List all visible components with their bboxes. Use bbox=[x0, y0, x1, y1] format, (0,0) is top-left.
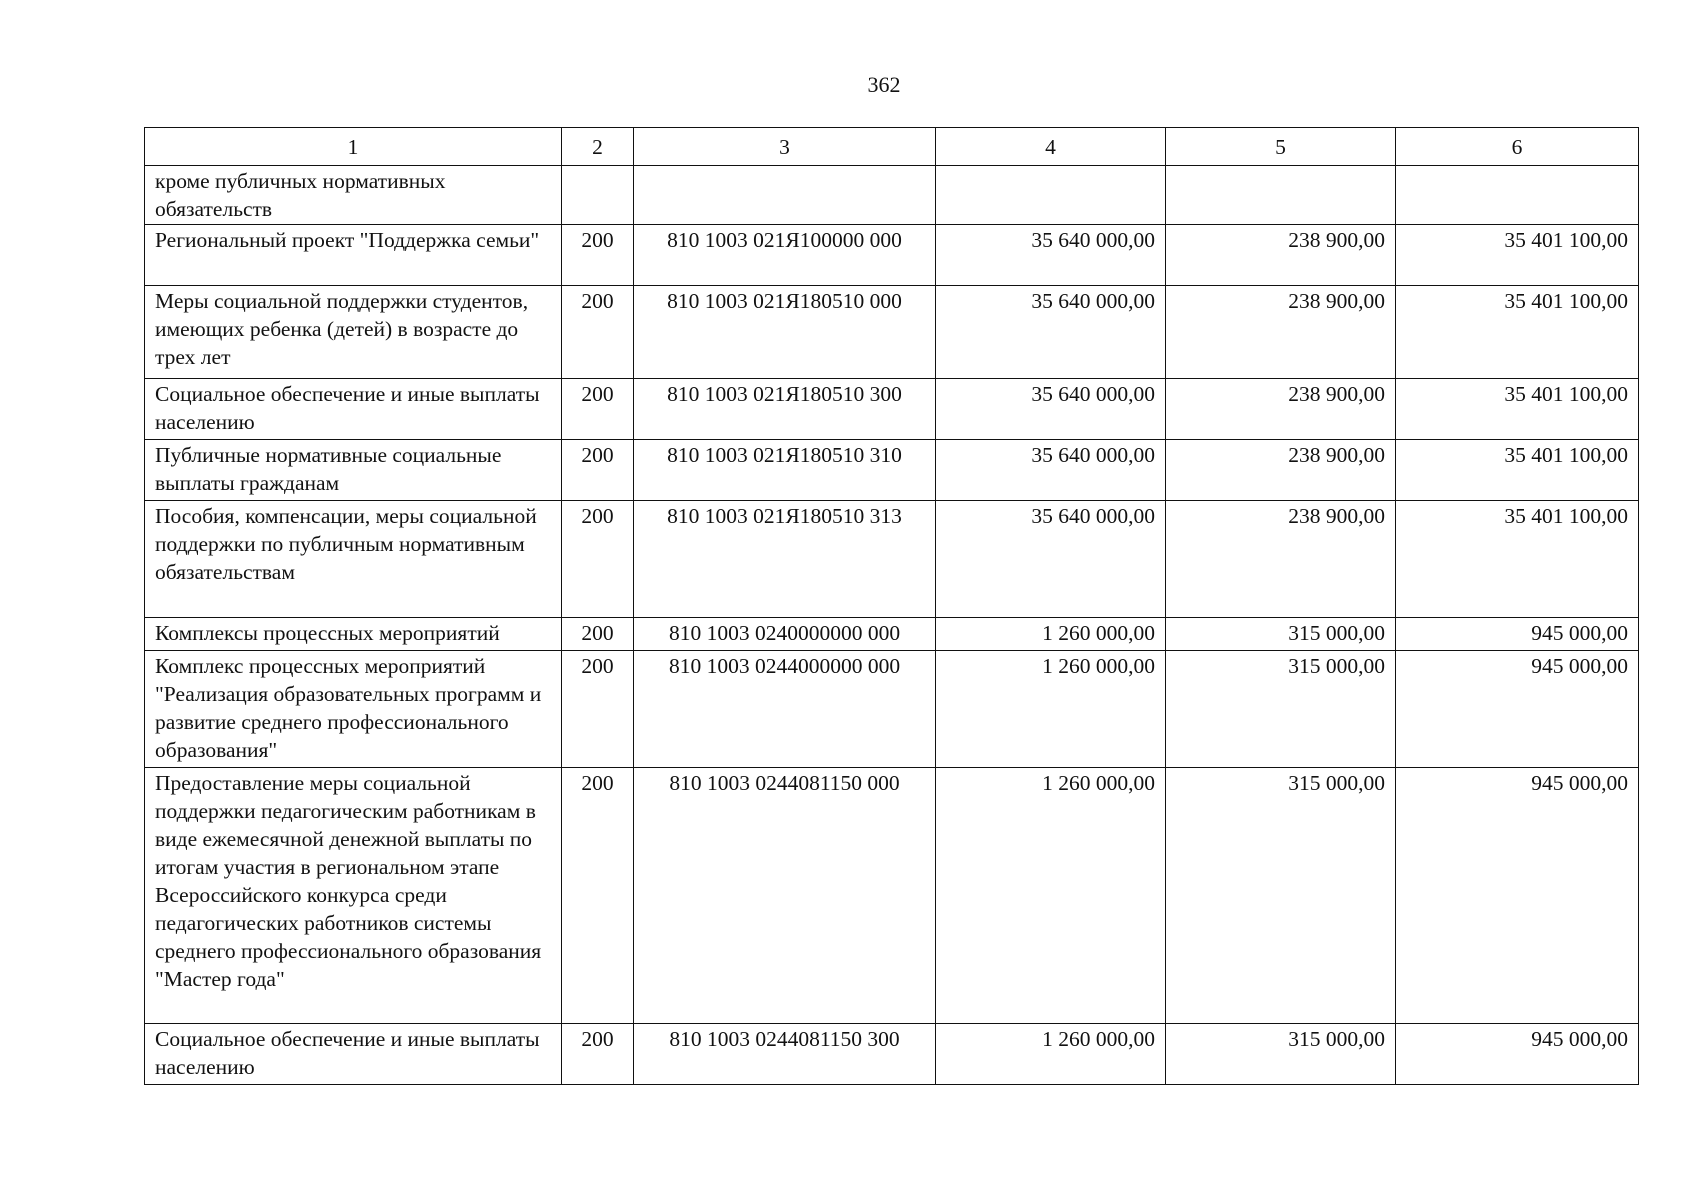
row-name: кроме публичных нормативных обязательств bbox=[145, 166, 562, 225]
row-name: Меры социальной поддержки студентов, имеющих ребенка (детей) в возрасте до трех лет bbox=[145, 286, 562, 379]
row-classification-code: 810 1003 0244000000 000 bbox=[634, 651, 936, 768]
row-value-6: 945 000,00 bbox=[1396, 618, 1639, 651]
column-header-6: 6 bbox=[1396, 128, 1639, 166]
row-value-4: 1 260 000,00 bbox=[936, 768, 1166, 1024]
row-code: 200 bbox=[562, 501, 634, 618]
row-value-4 bbox=[936, 166, 1166, 225]
row-value-6: 945 000,00 bbox=[1396, 651, 1639, 768]
row-value-4: 35 640 000,00 bbox=[936, 501, 1166, 618]
row-classification-code: 810 1003 0244081150 300 bbox=[634, 1024, 936, 1085]
row-code: 200 bbox=[562, 225, 634, 286]
row-value-6: 35 401 100,00 bbox=[1396, 501, 1639, 618]
row-value-4: 1 260 000,00 bbox=[936, 651, 1166, 768]
table-row bbox=[145, 651, 1639, 768]
row-name: Социальное обеспечение и иные выплаты населению bbox=[145, 1024, 562, 1085]
row-classification-code: 810 1003 021Я180510 300 bbox=[634, 379, 936, 440]
row-code bbox=[562, 166, 634, 225]
page-number: 362 bbox=[867, 72, 901, 97]
row-value-5: 238 900,00 bbox=[1166, 379, 1396, 440]
row-value-5: 315 000,00 bbox=[1166, 618, 1396, 651]
column-header-1: 1 bbox=[145, 128, 562, 166]
row-name: Региональный проект "Поддержка семьи" bbox=[145, 225, 562, 286]
row-value-6: 945 000,00 bbox=[1396, 1024, 1639, 1085]
row-value-4: 1 260 000,00 bbox=[936, 1024, 1166, 1085]
row-value-5: 238 900,00 bbox=[1166, 286, 1396, 379]
table-row bbox=[145, 440, 1639, 501]
row-value-4: 35 640 000,00 bbox=[936, 379, 1166, 440]
row-value-5: 238 900,00 bbox=[1166, 225, 1396, 286]
row-code: 200 bbox=[562, 286, 634, 379]
column-header-2: 2 bbox=[562, 128, 634, 166]
table-row bbox=[145, 768, 1639, 1024]
row-value-4: 35 640 000,00 bbox=[936, 440, 1166, 501]
row-code: 200 bbox=[562, 440, 634, 501]
row-value-4: 35 640 000,00 bbox=[936, 286, 1166, 379]
table-row bbox=[145, 1024, 1639, 1085]
row-classification-code: 810 1003 0244081150 000 bbox=[634, 768, 936, 1024]
row-value-6: 35 401 100,00 bbox=[1396, 379, 1639, 440]
row-classification-code: 810 1003 021Я180510 310 bbox=[634, 440, 936, 501]
column-header-5: 5 bbox=[1166, 128, 1396, 166]
row-value-5: 238 900,00 bbox=[1166, 440, 1396, 501]
row-name: Предоставление меры социальной поддержки педагогическим работникам в виде ежемесячной денежной выплаты по итогам участия в региональном этапе Всероссийского конкурса среди педагогических работников системы среднего профессионального образования "Мастер года" bbox=[145, 768, 562, 1024]
table-row bbox=[145, 286, 1639, 379]
table-row bbox=[145, 225, 1639, 286]
column-header-4: 4 bbox=[936, 128, 1166, 166]
table-row bbox=[145, 379, 1639, 440]
row-code: 200 bbox=[562, 1024, 634, 1085]
row-value-5: 315 000,00 bbox=[1166, 651, 1396, 768]
row-value-6: 945 000,00 bbox=[1396, 768, 1639, 1024]
row-value-5 bbox=[1166, 166, 1396, 225]
row-classification-code: 810 1003 021Я180510 313 bbox=[634, 501, 936, 618]
budget-table bbox=[144, 127, 1639, 1085]
table-row bbox=[145, 618, 1639, 651]
row-code: 200 bbox=[562, 618, 634, 651]
row-value-6: 35 401 100,00 bbox=[1396, 286, 1639, 379]
table-row bbox=[145, 166, 1639, 225]
row-value-6 bbox=[1396, 166, 1639, 225]
row-value-5: 315 000,00 bbox=[1166, 1024, 1396, 1085]
row-value-4: 35 640 000,00 bbox=[936, 225, 1166, 286]
row-value-4: 1 260 000,00 bbox=[936, 618, 1166, 651]
row-value-6: 35 401 100,00 bbox=[1396, 225, 1639, 286]
row-name: Социальное обеспечение и иные выплаты населению bbox=[145, 379, 562, 440]
row-code: 200 bbox=[562, 651, 634, 768]
table-header-row bbox=[145, 128, 1639, 166]
row-name: Комплексы процессных мероприятий bbox=[145, 618, 562, 651]
row-classification-code: 810 1003 0240000000 000 bbox=[634, 618, 936, 651]
row-name: Пособия, компенсации, меры социальной поддержки по публичным нормативным обязательствам bbox=[145, 501, 562, 618]
row-value-5: 315 000,00 bbox=[1166, 768, 1396, 1024]
table-row bbox=[145, 501, 1639, 618]
row-value-6: 35 401 100,00 bbox=[1396, 440, 1639, 501]
row-classification-code: 810 1003 021Я180510 000 bbox=[634, 286, 936, 379]
row-classification-code bbox=[634, 166, 936, 225]
row-value-5: 238 900,00 bbox=[1166, 501, 1396, 618]
row-classification-code: 810 1003 021Я100000 000 bbox=[634, 225, 936, 286]
row-name: Публичные нормативные социальные выплаты гражданам bbox=[145, 440, 562, 501]
column-header-3: 3 bbox=[634, 128, 936, 166]
row-code: 200 bbox=[562, 768, 634, 1024]
row-name: Комплекс процессных мероприятий "Реализация образовательных программ и развитие среднего профессионального образования" bbox=[145, 651, 562, 768]
row-code: 200 bbox=[562, 379, 634, 440]
